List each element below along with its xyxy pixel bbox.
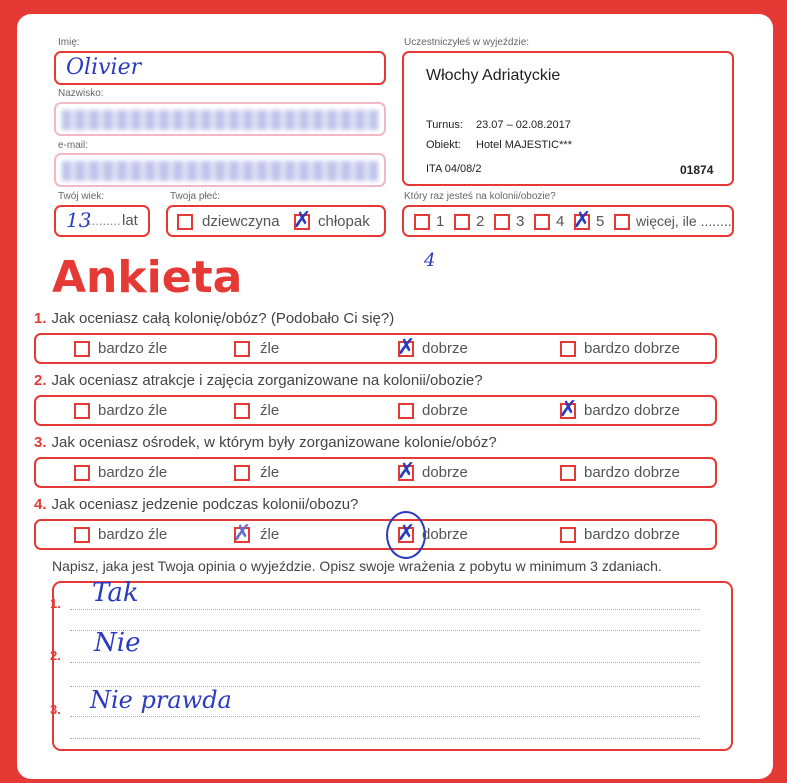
times-option: więcej, ile ........ xyxy=(636,213,732,229)
answers-2 xyxy=(34,395,717,426)
q2-bardzo-zle-checkbox[interactable] xyxy=(74,403,90,419)
times-2-checkbox[interactable] xyxy=(454,214,470,230)
opinion-box[interactable] xyxy=(52,581,733,751)
surname-field[interactable] xyxy=(54,102,386,136)
gender-female-checkbox[interactable] xyxy=(177,214,193,230)
opinion-line-3-handwriting: Nie prawda xyxy=(90,686,232,714)
answers-1 xyxy=(34,333,717,364)
age-suffix: lat xyxy=(122,212,138,229)
gender-label: Twoja płeć: xyxy=(170,191,221,202)
question-2: 2. Jak oceniasz atrakcje i zajęcia zorganizowane na kolonii/obozie? xyxy=(34,372,483,389)
q4-zle-checkbox[interactable] xyxy=(233,521,252,546)
gender-male-label: chłopak xyxy=(318,213,370,230)
turnus-value: 23.07 – 02.08.2017 xyxy=(476,119,571,131)
trip-label: Uczestniczyłeś w wyjeździe: xyxy=(404,37,530,48)
age-handwriting: 13 xyxy=(66,208,92,232)
name-label: Imię: xyxy=(58,37,80,48)
option-label: bardzo dobrze xyxy=(584,402,680,419)
times-option: 4 xyxy=(556,213,565,230)
trip-title: Włochy Adriatyckie xyxy=(426,67,561,84)
opinion-line-2-handwriting: Nie xyxy=(94,628,141,658)
times-more-checkbox[interactable] xyxy=(614,214,630,230)
opinion-rule xyxy=(70,609,700,610)
trip-number: 01874 xyxy=(680,163,714,177)
name-field[interactable] xyxy=(54,51,386,85)
age-label: Twój wiek: xyxy=(58,191,105,202)
opinion-rule xyxy=(70,662,700,663)
option-label: dobrze xyxy=(422,340,468,357)
opinion-rule xyxy=(70,630,700,631)
opinion-rule xyxy=(70,716,700,717)
opinion-prompt: Napisz, jaka jest Twoja opinia o wyjeździe. Opisz swoje wrażenia z pobytu w minimum 3 zdaniach. xyxy=(52,558,662,574)
check-mark-icon: ✗ xyxy=(293,208,312,233)
option-label: bardzo źle xyxy=(98,340,168,357)
q3-zle-checkbox[interactable] xyxy=(234,465,250,481)
circle-mark-icon xyxy=(386,511,426,559)
trip-code: ITA 04/08/2 xyxy=(426,163,482,175)
q2-dobrze-checkbox[interactable] xyxy=(398,403,414,419)
q2-bardzo-dobrze-checkbox[interactable] xyxy=(559,397,578,422)
option-label: źle xyxy=(260,526,280,543)
survey-title: Ankieta xyxy=(52,252,243,303)
check-mark-icon: ✗ xyxy=(559,397,578,422)
option-label: bardzo źle xyxy=(98,464,168,481)
opinion-line-number: 2. xyxy=(50,648,61,663)
surname-redaction xyxy=(62,110,378,130)
answers-3 xyxy=(34,457,717,488)
times-label: Który raz jesteś na kolonii/obozie? xyxy=(404,191,556,202)
option-label: źle xyxy=(260,464,280,481)
times-3-checkbox[interactable] xyxy=(494,214,510,230)
option-label: dobrze xyxy=(422,526,468,543)
gender-female-label: dziewczyna xyxy=(202,213,280,230)
times-option: 2 xyxy=(476,213,485,230)
q4-bardzo-zle-checkbox[interactable] xyxy=(74,527,90,543)
q3-bardzo-zle-checkbox[interactable] xyxy=(74,465,90,481)
age-field[interactable]: 13 ......... lat xyxy=(54,205,150,237)
obiekt-label: Obiekt: xyxy=(426,139,461,151)
q3-dobrze-checkbox[interactable] xyxy=(397,459,416,484)
obiekt-value: Hotel MAJESTIC*** xyxy=(476,139,572,151)
turnus-label: Turnus: xyxy=(426,119,463,131)
times-1-checkbox[interactable] xyxy=(414,214,430,230)
email-field[interactable] xyxy=(54,153,386,187)
email-redaction xyxy=(62,161,378,181)
option-label: bardzo dobrze xyxy=(584,526,680,543)
times-option: 3 xyxy=(516,213,525,230)
times-4-checkbox[interactable] xyxy=(534,214,550,230)
times-option: 1 xyxy=(436,213,445,230)
check-mark-icon: ✗ xyxy=(573,208,592,233)
times-option: 5 xyxy=(596,213,605,230)
question-3: 3. Jak oceniasz ośrodek, w którym były zorganizowane kolonie/obóz? xyxy=(34,434,497,451)
q1-bardzo-dobrze-checkbox[interactable] xyxy=(560,341,576,357)
q1-zle-checkbox[interactable] xyxy=(234,341,250,357)
check-mark-icon: ✗ xyxy=(397,335,416,360)
opinion-line-1-handwriting: Tak xyxy=(92,578,139,608)
option-label: bardzo dobrze xyxy=(584,340,680,357)
opinion-rule xyxy=(70,738,700,739)
times-note-handwriting: 4 xyxy=(424,250,436,271)
check-mark-icon: ✗ xyxy=(233,521,252,546)
check-mark-icon: ✗ xyxy=(397,459,416,484)
option-label: źle xyxy=(260,340,280,357)
q4-bardzo-dobrze-checkbox[interactable] xyxy=(560,527,576,543)
opinion-line-number: 3. xyxy=(50,702,61,717)
q1-dobrze-checkbox[interactable] xyxy=(397,335,416,360)
question-4: 4. Jak oceniasz jedzenie podczas kolonii/obozu? xyxy=(34,496,359,513)
gender-male-checkbox[interactable] xyxy=(293,208,312,233)
q2-zle-checkbox[interactable] xyxy=(234,403,250,419)
option-label: dobrze xyxy=(422,402,468,419)
option-label: źle xyxy=(260,402,280,419)
check-mark-icon: ✗ xyxy=(397,521,416,546)
times-5-checkbox[interactable] xyxy=(573,208,592,233)
option-label: bardzo źle xyxy=(98,402,168,419)
opinion-line-number: 1. xyxy=(50,596,61,611)
answers-4 xyxy=(34,519,717,550)
q1-bardzo-zle-checkbox[interactable] xyxy=(74,341,90,357)
times-field xyxy=(402,205,734,237)
gender-field xyxy=(166,205,386,237)
name-handwriting: Olivier xyxy=(66,55,142,80)
email-label: e-mail: xyxy=(58,140,89,151)
option-label: bardzo dobrze xyxy=(584,464,680,481)
surname-label: Nazwisko: xyxy=(58,88,104,99)
option-label: bardzo źle xyxy=(98,526,168,543)
trip-box xyxy=(402,51,734,186)
question-1: 1. Jak oceniasz całą kolonię/obóz? (Podobało Ci się?) xyxy=(34,310,395,327)
q3-bardzo-dobrze-checkbox[interactable] xyxy=(560,465,576,481)
option-label: dobrze xyxy=(422,464,468,481)
